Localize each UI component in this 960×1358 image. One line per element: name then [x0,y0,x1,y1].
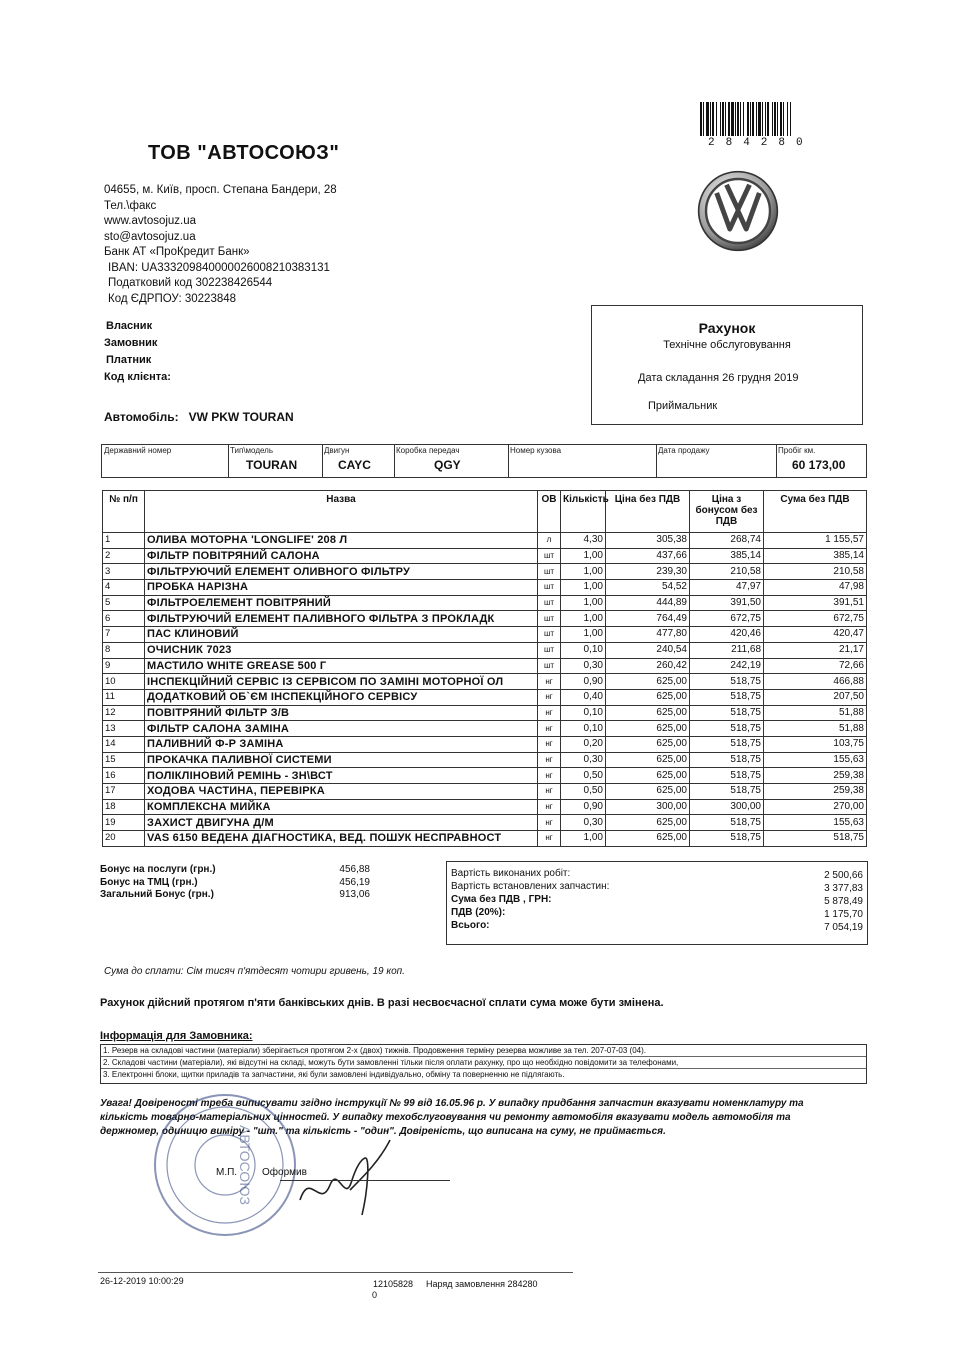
info-line-2: 2. Складові частини (матеріали), які відсутні на складі, можуть бути замовленні тільки після оплати рахунку, про що необхідно повідомити за телефонами, [101,1057,866,1069]
bonus-labels [100,864,216,902]
row-sum: 47,98 [764,580,867,596]
volkswagen-logo-icon [697,170,779,252]
gearbox-label: Коробка передач [396,446,460,455]
row-unit: нг [538,815,561,831]
company-tax-code: Податковий код 302238426544 [108,277,273,289]
vehicle-sale [656,445,777,477]
warning-line-3: держномер, одиницю виміру - "шт." та кількість - "один". Довіреність, що виписана на суму, не приймається. [100,1126,666,1137]
row-unit: нг [538,721,561,737]
company-edrpou: Код ЄДРПОУ: 30223848 [108,292,237,305]
row-number: 16 [103,768,145,784]
validity-note: Рахунок дійсний протягом п'яти банківських днів. В разі несвоєчасної сплати сума може бути змінена. [100,997,664,1009]
row-unit: нг [538,689,561,705]
total-label: Всього: [451,920,490,931]
stamp-place-label: М.П. [216,1167,238,1178]
row-unit: шт [538,642,561,658]
table-row [103,533,867,549]
row-name: ІНСПЕКЦІЙНИЙ СЕРВІС ІЗ СЕРВІСОМ ПО ЗАМІНІ МОТОРНОЇ ОЛ [145,674,538,690]
row-qty: 1,00 [561,611,606,627]
row-number: 10 [103,674,145,690]
header-sum: Сума без ПДВ [764,491,867,533]
row-qty: 0,40 [561,689,606,705]
row-unit: нг [538,831,561,847]
table-row [103,799,867,815]
row-number: 3 [103,564,145,580]
row-unit: нг [538,799,561,815]
table-row [103,736,867,752]
table-row [103,595,867,611]
table-row [103,674,867,690]
body-label: Номер кузова [510,446,562,455]
row-price: 625,00 [606,705,690,721]
bonus-total-value: 913,06 [339,889,370,900]
row-qty: 1,00 [561,548,606,564]
row-sum: 207,50 [764,689,867,705]
vehicle-plate [102,445,229,477]
warning-line-2: кількість товарно-матеріальних цінностей. У випадку техобслуговування чи ремонту автомобіля вказувати модель автомобіля та [100,1112,791,1123]
parts-label: Вартість встановлених запчастин: [451,881,610,892]
row-price: 240,54 [606,642,690,658]
company-contacts [104,183,337,307]
formed-by-label: Оформив [262,1167,307,1178]
row-qty: 1,00 [561,580,606,596]
bonus-total-label: Загальний Бонус (грн.) [100,889,214,900]
row-sum: 259,38 [764,784,867,800]
row-unit: шт [538,595,561,611]
row-bonus-price: 518,75 [690,815,764,831]
row-price: 444,89 [606,595,690,611]
table-row [103,580,867,596]
company-name: ТОВ "АВТОСОЮЗ" [148,142,340,164]
row-unit: л [538,533,561,549]
row-name: ПОЛІКЛІНОВИЙ РЕМІНЬ - ЗН\ВСТ [145,768,538,784]
row-price: 477,80 [606,627,690,643]
amount-in-words: Сума до сплати: Сім тисяч п'ятдесят чотири гривень, 19 коп. [104,966,405,977]
vehicle-gearbox [394,445,509,477]
row-unit: шт [538,627,561,643]
row-number: 14 [103,736,145,752]
row-name: ПАС КЛИНОВИЙ [145,627,538,643]
table-row [103,831,867,847]
company-address: 04655, м. Київ, просп. Степана Бандери, 28 [104,184,337,196]
row-name: ПОВІТРЯНИЙ ФІЛЬТР З/В [145,705,538,721]
row-name: ФІЛЬТРУЮЧИЙ ЕЛЕМЕНТ ОЛИВНОГО ФІЛЬТРУ [145,564,538,580]
row-qty: 0,20 [561,736,606,752]
table-row [103,642,867,658]
works-value: 2 500,66 [824,870,863,881]
row-qty: 0,30 [561,658,606,674]
row-sum: 72,66 [764,658,867,674]
svg-text:АВТОСОЮЗ: АВТОСОЮЗ [237,1125,253,1205]
mileage-value: 60 173,00 [792,458,846,472]
row-qty: 0,10 [561,721,606,737]
row-qty: 1,00 [561,564,606,580]
row-bonus-price: 385,14 [690,548,764,564]
row-name: VAS 6150 ВЕДЕНА ДІАГНОСТИКА, ВЕД. ПОШУК НЕСПРАВНОСТ [145,831,538,847]
row-number: 20 [103,831,145,847]
row-sum: 103,75 [764,736,867,752]
row-bonus-price: 268,74 [690,533,764,549]
plate-label: Державний номер [104,446,172,455]
bonus-services-label: Бонус на послуги (грн.) [100,864,216,875]
row-number: 9 [103,658,145,674]
client-code-label: Код клієнта: [104,371,171,383]
parts-value: 3 377,83 [824,883,863,894]
row-price: 305,38 [606,533,690,549]
row-unit: нг [538,674,561,690]
table-row [103,548,867,564]
company-phone: Тел.\факс [104,199,157,212]
company-email: sto@avtosojuz.ua [104,230,196,243]
row-unit: шт [538,611,561,627]
row-price: 764,49 [606,611,690,627]
header-n: № п/п [103,491,145,533]
sale-label: Дата продажу [658,446,710,455]
row-number: 7 [103,627,145,643]
car-label: Автомобіль: [104,410,179,424]
row-bonus-price: 420,46 [690,627,764,643]
payer-label: Платник [106,354,152,366]
net-value: 5 878,49 [824,896,863,907]
row-qty: 0,30 [561,752,606,768]
row-bonus-price: 672,75 [690,611,764,627]
row-qty: 1,00 [561,627,606,643]
net-label: Сума без ПДВ , ГРН: [451,894,552,905]
row-qty: 1,00 [561,831,606,847]
row-unit: нг [538,768,561,784]
owner-label: Власник [106,320,153,332]
row-name: ПРОКАЧКА ПАЛИВНОЇ СИСТЕМИ [145,752,538,768]
row-number: 2 [103,548,145,564]
row-price: 239,30 [606,564,690,580]
row-price: 300,00 [606,799,690,815]
footer-divider [98,1272,573,1273]
invoice-title: Рахунок [698,320,756,336]
engine-label: Двигун [324,446,350,455]
row-qty: 0,90 [561,799,606,815]
row-price: 625,00 [606,721,690,737]
signature-line [280,1180,450,1181]
row-unit: нг [538,784,561,800]
row-name: ДОДАТКОВИЙ ОБ`ЄМ ІНСПЕКЦІЙНОГО СЕРВІСУ [145,689,538,705]
row-name: ФІЛЬТР САЛОНА ЗАМІНА [145,721,538,737]
table-row [103,611,867,627]
row-sum: 155,63 [764,815,867,831]
company-stamp-icon [150,1090,300,1240]
row-price: 625,00 [606,752,690,768]
row-qty: 1,00 [561,595,606,611]
bonus-goods-label: Бонус на ТМЦ (грн.) [100,876,198,888]
footer-datetime: 26-12-2019 10:00:29 [100,1276,184,1286]
row-sum: 466,88 [764,674,867,690]
invoice-receiver: Приймальник [648,400,718,412]
row-sum: 672,75 [764,611,867,627]
row-bonus-price: 47,97 [690,580,764,596]
header-qty: Кількість [561,491,606,533]
row-qty: 0,50 [561,768,606,784]
vat-value: 1 175,70 [824,909,863,920]
row-bonus-price: 211,68 [690,642,764,658]
barcode-icon [700,102,860,136]
table-row [103,815,867,831]
footer-code: 12105828 [373,1279,414,1289]
table-row [103,658,867,674]
row-number: 13 [103,721,145,737]
row-sum: 21,17 [764,642,867,658]
info-title: Інформація для Замовника: [100,1030,253,1042]
vat-label: ПДВ (20%): [451,907,506,918]
header-name: Назва [145,491,538,533]
row-sum: 391,51 [764,595,867,611]
car-line [104,410,294,424]
row-sum: 155,63 [764,752,867,768]
gearbox-value: QGY [434,458,461,472]
row-number: 18 [103,799,145,815]
row-sum: 270,00 [764,799,867,815]
row-bonus-price: 210,58 [690,564,764,580]
row-qty: 0,90 [561,674,606,690]
row-sum: 420,47 [764,627,867,643]
table-row [103,784,867,800]
vehicle-engine [322,445,395,477]
table-row [103,768,867,784]
engine-value: CAYC [338,458,371,472]
row-number: 6 [103,611,145,627]
parties-labels [104,318,171,386]
row-bonus-price: 518,75 [690,752,764,768]
bonus-values [330,864,370,902]
total-value: 7 054,19 [824,922,863,933]
row-bonus-price: 518,75 [690,674,764,690]
row-name: ПАЛИВНИЙ Ф-Р ЗАМІНА [145,736,538,752]
company-website: www.avtosojuz.ua [104,215,197,227]
row-price: 625,00 [606,674,690,690]
row-number: 15 [103,752,145,768]
row-price: 54,52 [606,580,690,596]
row-unit: шт [538,580,561,596]
row-sum: 210,58 [764,564,867,580]
header-price: Ціна без ПДВ [606,491,690,533]
row-price: 625,00 [606,689,690,705]
vehicle-details [101,444,867,478]
row-qty: 0,30 [561,815,606,831]
invoice-date: Дата складання 26 грудня 2019 [638,372,799,384]
row-number: 19 [103,815,145,831]
row-qty: 0,10 [561,705,606,721]
footer-order: Наряд замовлення 284280 [426,1279,538,1289]
row-number: 11 [103,689,145,705]
invoice-subtitle: Технічне обслуговування [663,339,791,351]
row-bonus-price: 518,75 [690,736,764,752]
row-unit: шт [538,548,561,564]
row-bonus-price: 518,75 [690,689,764,705]
table-row [103,564,867,580]
info-line-1: 1. Резерв на складові частини (матеріали) зберігається протягом 2-х (двох) тижнів. Продовження терміну резерва можливе за тел. 207-07-03 (04). [101,1045,866,1057]
invoice-box [591,305,863,425]
row-name: ФІЛЬТР ПОВІТРЯНИЙ САЛОНА [145,548,538,564]
row-price: 260,42 [606,658,690,674]
row-bonus-price: 518,75 [690,768,764,784]
row-number: 8 [103,642,145,658]
row-unit: нг [538,752,561,768]
row-price: 437,66 [606,548,690,564]
model-label: Тип\модель [230,446,274,455]
info-line-3: 3. Електронні блоки, щитки приладів та запчастини, які були замовлені індивідуально, обміну та поверненню не підлягають. [103,1070,565,1079]
row-unit: шт [538,658,561,674]
table-row [103,705,867,721]
row-name: ФІЛЬТРУЮЧИЙ ЕЛЕМЕНТ ПАЛИВНОГО ФІЛЬТРА З ПРОКЛАДК [145,611,538,627]
row-name: ПРОБКА НАРІЗНА [145,580,538,596]
row-bonus-price: 518,75 [690,721,764,737]
vehicle-model [228,445,323,477]
row-name: МАСТИЛО WHITE GREASE 500 Г [145,658,538,674]
row-unit: нг [538,705,561,721]
table-row [103,689,867,705]
company-iban: IBAN: UA333209840000026008210383131 [108,261,330,274]
row-unit: шт [538,564,561,580]
row-price: 625,00 [606,784,690,800]
row-sum: 51,88 [764,721,867,737]
row-bonus-price: 300,00 [690,799,764,815]
vehicle-mileage [776,445,866,477]
row-name: ОЛИВА МОТОРНА 'LONGLIFE' 208 Л [145,533,538,549]
row-price: 625,00 [606,815,690,831]
row-sum: 259,38 [764,768,867,784]
car-value: VW PKW TOURAN [188,410,294,424]
warning-line-1: Увага! Довіреності треба виписувати згідно інструкції № 99 від 16.05.96 р. У випадку придбання запчастин вказувати номенклатуру та [100,1098,804,1109]
info-box [100,1044,867,1084]
row-name: КОМПЛЕКСНА МИЙКА [145,799,538,815]
row-bonus-price: 242,19 [690,658,764,674]
row-number: 17 [103,784,145,800]
row-bonus-price: 391,50 [690,595,764,611]
works-label: Вартість виконаних робіт: [451,868,571,879]
mileage-label: Пробіг км. [778,446,816,455]
header-bonus-price: Ціна з бонусом без ПДВ [690,491,764,533]
table-row [103,721,867,737]
row-sum: 51,88 [764,705,867,721]
row-price: 625,00 [606,831,690,847]
items-table [102,490,867,847]
row-sum: 1 155,57 [764,533,867,549]
row-name: ЗАХИСТ ДВИГУНА Д/М [145,815,538,831]
row-price: 625,00 [606,768,690,784]
row-bonus-price: 518,75 [690,705,764,721]
footer-zero: 0 [372,1290,378,1300]
row-qty: 4,30 [561,533,606,549]
bonus-goods-value: 456,19 [339,876,370,888]
table-row [103,627,867,643]
row-name: ОЧИСНИК 7023 [145,642,538,658]
barcode-number: 284280 [708,137,814,149]
row-unit: нг [538,736,561,752]
totals-box [446,861,868,945]
table-row [103,752,867,768]
table-header-row [103,491,867,533]
row-qty: 0,50 [561,784,606,800]
row-number: 4 [103,580,145,596]
row-qty: 0,10 [561,642,606,658]
row-number: 12 [103,705,145,721]
row-number: 1 [103,533,145,549]
row-name: ФІЛЬТРОЕЛЕМЕНТ ПОВІТРЯНИЙ [145,595,538,611]
row-number: 5 [103,595,145,611]
row-name: ХОДОВА ЧАСТИНА, ПЕРЕВІРКА [145,784,538,800]
row-bonus-price: 518,75 [690,784,764,800]
row-sum: 518,75 [764,831,867,847]
row-bonus-price: 518,75 [690,831,764,847]
vehicle-body [508,445,657,477]
customer-label: Замовник [104,337,158,349]
bonus-services-value: 456,88 [339,864,370,875]
row-price: 625,00 [606,736,690,752]
company-bank: Банк АТ «ПроКредит Банк» [104,246,250,258]
row-sum: 385,14 [764,548,867,564]
header-unit: ОВ [538,491,561,533]
model-value: TOURAN [246,458,298,472]
